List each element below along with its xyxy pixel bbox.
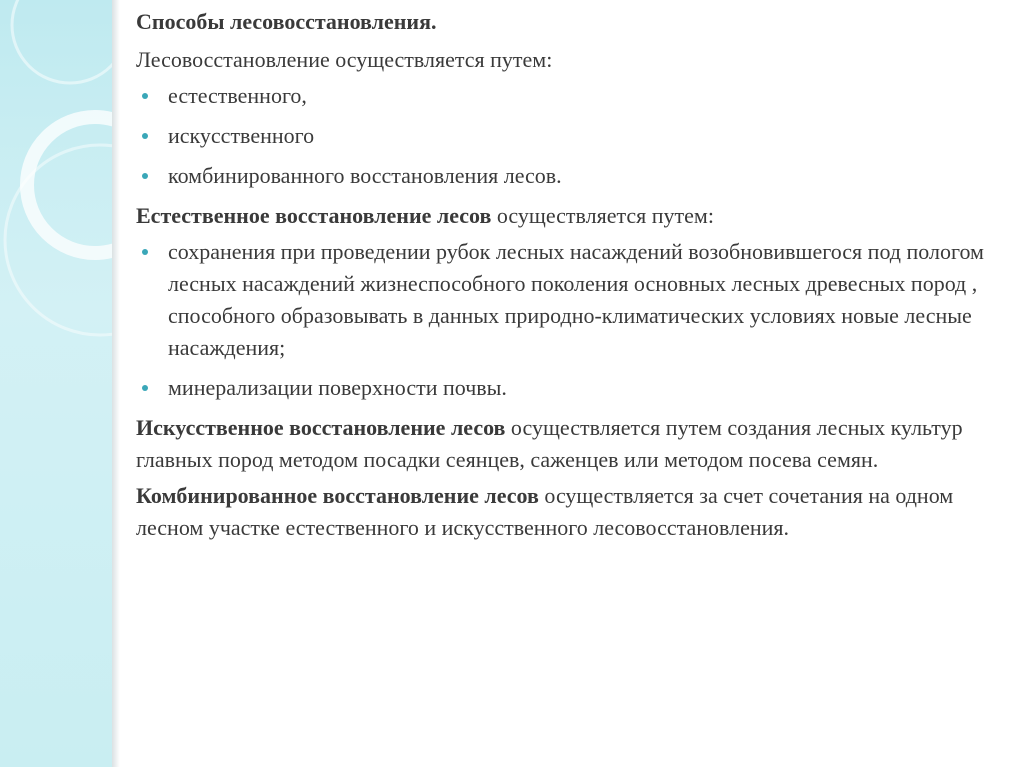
list-item	[136, 120, 996, 152]
list-item	[136, 236, 996, 364]
natural-heading: Естественное восстановление лесов	[136, 203, 492, 228]
natural-tail: осуществляется путем:	[491, 203, 714, 228]
artificial-heading: Искусственное восстановление лесов	[136, 415, 506, 440]
list-item	[136, 80, 996, 112]
bullet-icon	[142, 133, 148, 139]
bullet-icon	[142, 93, 148, 99]
list-item	[136, 372, 996, 404]
panel-shadow	[112, 0, 120, 767]
bullet-icon	[142, 173, 148, 179]
artificial-tail: осуществляется путем создания лесных культур главных пород методом посадки сеянцев, саженцев или методом посева семян.	[136, 415, 963, 472]
decorative-rings	[0, 0, 112, 767]
natural-item-preserve: сохранения при проведении рубок лесных насаждений возобновившегося под пологом лесных насаждений жизнеспособного поколения основных лесных древесных пород , способного образовывать в данных природно-климатических условиях новые лесные насаждения;	[168, 239, 984, 360]
list-item	[136, 160, 996, 192]
methods-list	[136, 80, 996, 192]
artificial-paragraph	[136, 412, 996, 476]
combined-heading: Комбинированное восстановление лесов	[136, 483, 539, 508]
natural-item-mineralize: минерализации поверхности почвы.	[168, 375, 507, 400]
combined-tail: осуществляется за счет сочетания на одном лесном участке естественного и искусственного лесовосстановления.	[136, 483, 954, 540]
ring-small	[12, 0, 112, 83]
method-artificial: искусственного	[168, 123, 315, 148]
intro-text: Лесовосстановление осуществляется путем:	[136, 47, 553, 72]
bullet-icon	[142, 249, 148, 255]
ring-large	[27, 117, 112, 253]
bullet-icon	[142, 385, 148, 391]
slide-title: Способы лесовосстановления.	[136, 9, 437, 34]
method-natural: естественного,	[168, 83, 307, 108]
decorative-side-panel	[0, 0, 112, 767]
natural-list	[136, 236, 996, 404]
natural-paragraph	[136, 200, 996, 232]
method-combined: комбинированного восстановления лесов.	[168, 163, 562, 188]
slide-content	[136, 6, 996, 548]
combined-paragraph	[136, 480, 996, 544]
